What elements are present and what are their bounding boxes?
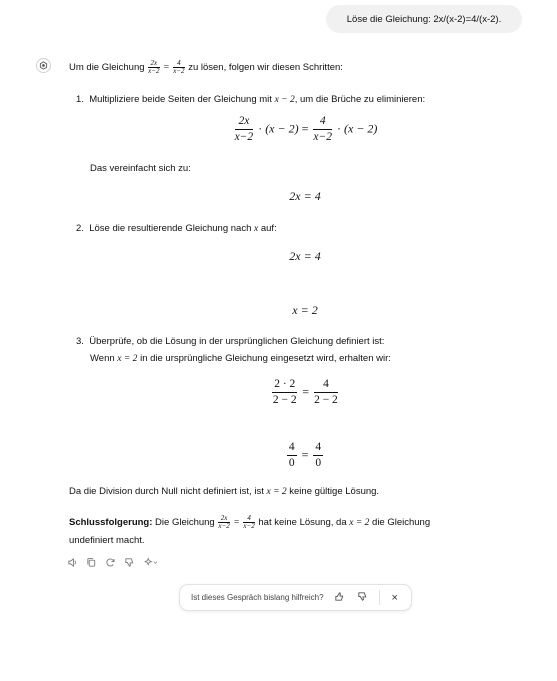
step3-subline xyxy=(90,352,391,366)
equals-sign: = xyxy=(301,121,309,136)
thumbs-down-icon[interactable] xyxy=(124,557,135,568)
dot-operator: · xyxy=(258,121,263,136)
fraction-denominator: x−2 xyxy=(313,131,333,143)
step3-text: Überprüfe, ob die Lösung in der ursprünglichen Gleichung definiert ist: xyxy=(89,336,385,347)
check-fraction-left xyxy=(272,377,297,408)
thumbs-up-icon[interactable] xyxy=(334,591,345,604)
fraction-numerator: 4 xyxy=(287,440,297,456)
message-actions xyxy=(67,557,159,568)
step2-line xyxy=(76,222,277,236)
simplifies-text: Das vereinfacht sich zu: xyxy=(90,163,191,174)
fraction-numerator: 2x xyxy=(218,515,229,523)
conclusion-math: x = 2 xyxy=(349,518,370,529)
fraction-denominator: 0 xyxy=(288,457,295,469)
fraction-denominator: x−2 xyxy=(243,522,255,530)
thumbs-down-icon-glyph xyxy=(124,557,135,568)
paren-term: (x − 2) xyxy=(344,121,378,136)
final-equation xyxy=(230,440,380,471)
step3-sub-math: x = 2 xyxy=(117,354,138,364)
speaker-icon-glyph xyxy=(67,557,78,568)
copilot-logo-icon-glyph xyxy=(39,61,48,70)
result-2x-equals-4 xyxy=(230,189,380,204)
step1-text-before: Multipliziere beide Seiten der Gleichung mit xyxy=(89,94,272,105)
conclusion-fraction-left xyxy=(218,515,229,530)
step2-variable: x xyxy=(254,224,259,234)
fraction-numerator: 2 · 2 xyxy=(272,377,297,393)
division-text-after: keine gültige Lösung. xyxy=(289,486,380,497)
conclusion-line-2: undefiniert macht. xyxy=(69,535,145,546)
divider xyxy=(379,590,380,605)
share-icon[interactable] xyxy=(143,557,159,568)
step-number: 3. xyxy=(76,336,84,347)
fraction-denominator: x−2 xyxy=(218,522,230,530)
thumbs-down-feedback-glyph xyxy=(357,591,368,602)
fraction-denominator: x−2 xyxy=(148,67,160,75)
user-message-text: Löse die Gleichung: 2x/(x-2)=4/(x-2). xyxy=(346,13,502,25)
conclusion-text-mid: hat keine Lösung, da xyxy=(258,517,347,529)
step3-sub-after: in die ursprüngliche Gleichung eingesetzt wird, erhalten wir: xyxy=(140,353,391,364)
step1-math-term: x − 2 xyxy=(274,95,295,105)
final-fraction-left xyxy=(287,440,297,471)
feedback-prompt xyxy=(179,584,412,611)
fraction-numerator: 4 xyxy=(173,60,184,68)
fraction-numerator: 4 xyxy=(313,114,332,130)
fraction-numerator: 4 xyxy=(313,440,323,456)
equals-sign: = xyxy=(163,63,170,74)
paren-term: (x − 2) xyxy=(265,121,299,136)
conclusion-line xyxy=(69,515,430,530)
regenerate-icon-glyph xyxy=(105,557,116,568)
equation-text: 2x = 4 xyxy=(289,249,321,263)
step2-text-after: auf: xyxy=(260,223,277,234)
step1-line xyxy=(76,93,425,107)
step2-text-before: Löse die resultierende Gleichung nach xyxy=(89,223,252,234)
division-math: x = 2 xyxy=(266,487,287,497)
intro-line xyxy=(69,60,343,75)
fraction-denominator: x−2 xyxy=(234,131,254,143)
step-number: 1. xyxy=(76,94,84,105)
conclusion-label: Schlussfolgerung: xyxy=(69,517,153,529)
equals-sign: = xyxy=(302,384,310,399)
thumbs-down-icon[interactable] xyxy=(357,591,368,604)
copy-icon-glyph xyxy=(86,557,97,568)
equals-sign: = xyxy=(301,447,309,462)
close-icon[interactable]: × xyxy=(391,591,398,604)
division-text-before: Da die Division durch Null nicht definiert ist, ist xyxy=(69,486,264,497)
step2-equation-x-2 xyxy=(230,303,380,318)
check-equation xyxy=(230,377,380,408)
step3-sub-before: Wenn xyxy=(90,353,115,364)
equation-text: 2x = 4 xyxy=(289,189,321,203)
conclusion-text-before: Die Gleichung xyxy=(155,517,215,529)
step3-line xyxy=(76,335,384,348)
division-note xyxy=(69,485,379,499)
copy-icon[interactable] xyxy=(86,557,97,568)
equation-text: x = 2 xyxy=(292,303,318,317)
regenerate-icon[interactable] xyxy=(105,557,116,568)
step-number: 2. xyxy=(76,223,84,234)
intro-fraction-left xyxy=(148,60,159,75)
conclusion-fraction-right xyxy=(243,515,254,530)
fraction-denominator: 2 − 2 xyxy=(272,394,297,406)
display-fraction-left xyxy=(235,114,254,145)
fraction-numerator: 4 xyxy=(314,377,338,393)
share-icon-glyph xyxy=(143,557,159,568)
feedback-question: Ist dieses Gespräch bislang hilfreich? xyxy=(191,593,324,602)
intro-fraction-right xyxy=(173,60,184,75)
display-fraction-right xyxy=(313,114,332,145)
step2-equation-2x-4 xyxy=(230,249,380,264)
thumbs-up-icon-glyph xyxy=(334,591,345,602)
equals-sign: = xyxy=(233,518,240,529)
step1-text-after: , um die Brüche zu eliminieren: xyxy=(294,94,426,105)
speaker-icon[interactable] xyxy=(67,557,78,568)
dot-operator: · xyxy=(337,121,342,136)
fraction-denominator: 2 − 2 xyxy=(314,394,338,406)
fraction-numerator: 2x xyxy=(148,60,159,68)
fraction-denominator: x−2 xyxy=(173,67,185,75)
intro-text-before: Um die Gleichung xyxy=(69,62,145,74)
check-fraction-right xyxy=(314,377,338,408)
user-message-bubble xyxy=(326,5,522,33)
fraction-denominator: 0 xyxy=(315,457,322,469)
conclusion-text-after: die Gleichung xyxy=(372,517,431,529)
step1-display-equation xyxy=(190,114,420,145)
fraction-numerator: 2x xyxy=(235,114,254,130)
copilot-logo-icon xyxy=(36,58,51,73)
fraction-numerator: 4 xyxy=(243,515,254,523)
final-fraction-right xyxy=(313,440,323,471)
intro-text-after: zu lösen, folgen wir diesen Schritten: xyxy=(188,62,343,74)
